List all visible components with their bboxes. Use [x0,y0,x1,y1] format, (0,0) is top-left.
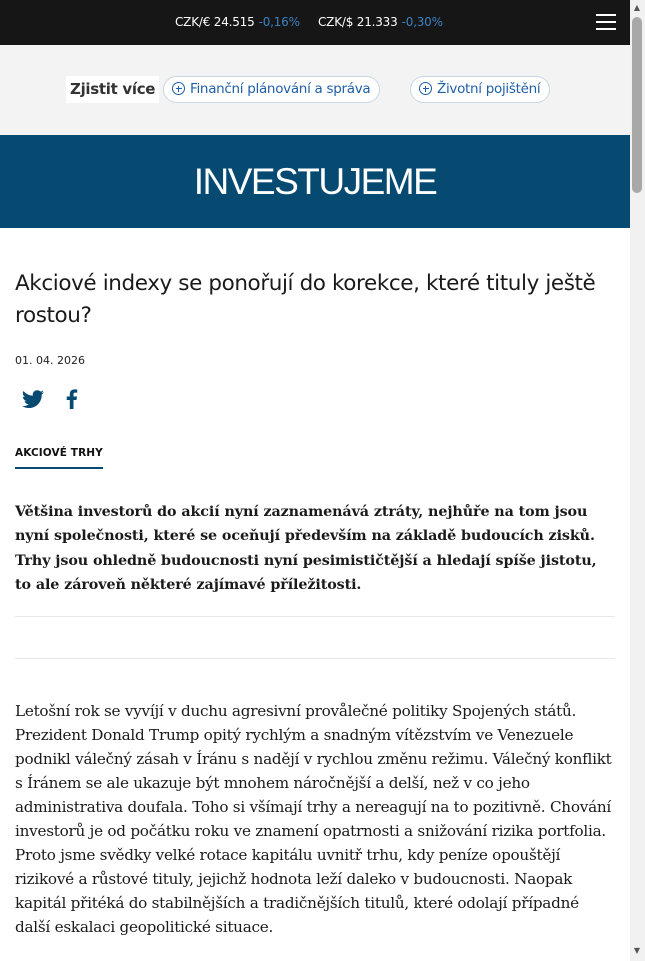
facebook-icon [60,387,84,411]
currency-ticker-bar [0,0,630,45]
scrollbar-thumb[interactable] [632,17,642,193]
eur-rate-value: CZK/€ 24.515 [175,15,255,29]
article-body-paragraph: Letošní rok se vyvíjí v duchu agresivní provålečné politiky Spojených států. Prezident Donald Trump opitý rychlým a snadným vítězstvím ve Venezuele podnikl válečný zásah v Íránu s nadějí v rychlou změnu režimu. Válečný konflikt s Íránem se ale ukazuje být mnohem náročnější a delší, než v co jeho administrativa doufala. Toho si všímají trhy a nereagují na to pozitivně. Chování investorů je od počátku roku ve znamení opatrnosti a snižování rizika portfolia. Proto jsme svědky velké rotace kapitálu uvnitř trhu, kdy peníze opouštějí rizikové a růstové tituly, jejichž hodnota leží daleko v budoucnosti. Naopak kapitál přitéká do stabilnějších a tradičnějších titulů, které odolají případné další eskalaci geopolitické situace. [15,702,612,936]
usd-rate [318,15,443,29]
topic-chip-label: Životní pojištění [437,81,541,97]
hamburger-menu-icon[interactable] [596,12,618,32]
plus-circle-icon [419,82,432,95]
usd-rate-change: -0,30% [401,15,443,29]
article-headline: Akciové indexy se ponořují do korekce, které tituly ještě rostou? [15,271,596,328]
category-tag[interactable]: AKCIOVÉ TRHY [15,447,103,469]
facebook-share-button[interactable] [60,387,84,411]
plus-circle-icon [172,82,185,95]
topic-chip-life-insurance[interactable] [410,76,550,103]
twitter-share-button[interactable] [21,387,45,411]
twitter-icon [21,387,45,411]
article-perex: Většina investorů do akcií nyní zaznamenává ztráty, nejhůře na tom jsou nyní společnosti, které se oceňují především na základě budoucích zisků. Trhy jsou ohledně budoucnosti nyní pesimističtější a hledají spíše jistotu, to ale zároveň některé zajímavé příležitosti. [15,504,597,593]
section-banner-title[interactable]: INVESTUJEME [193,161,437,202]
usd-rate-value: CZK/$ 21.333 [318,15,398,29]
divider [15,658,615,659]
eur-rate [175,15,300,29]
topic-chip-financial-planning[interactable] [163,76,380,103]
scroll-up-arrow-icon[interactable]: ▲ [633,3,641,12]
topic-chip-label: Finanční plánování a správa [190,81,371,97]
article-date: 01. 04. 2026 [15,354,85,367]
scroll-down-arrow-icon[interactable]: ▼ [633,946,641,955]
learn-more-label: Zjistit více [66,76,159,103]
divider [15,616,615,617]
eur-rate-change: -0,16% [258,15,300,29]
